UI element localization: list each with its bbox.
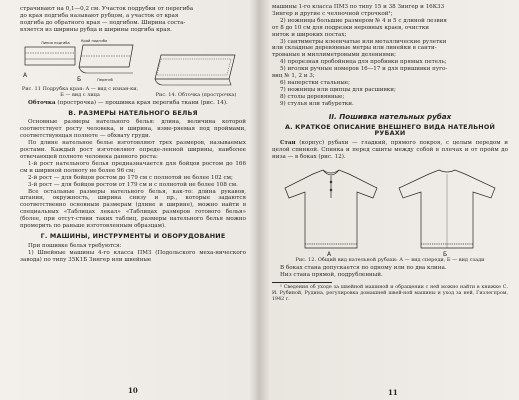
figure-11-caption: Рис. 11 Подрубка края: А — вид с изнан-ки, Б — вид с лица — [21, 85, 139, 98]
figure-14-caption: Рис. 14. Обточка (прострочка) — [155, 91, 237, 98]
right-page-content — [272, 4, 508, 303]
list-line: 9) стулья или табуретки. — [280, 100, 354, 107]
paragraph: В боках стана допускается по одному или по два клина. — [280, 265, 447, 272]
paragraph: При пошивке белья требуются: — [28, 242, 122, 249]
left-page-content — [20, 6, 246, 264]
label-line1: Край подгиба — [81, 38, 108, 43]
paragraph: 1-й рост нательного белья предназначается для бойцов ростом до 166 см и шириной полноту не более 96 см; — [20, 160, 246, 174]
list-line: Зингер и другие с челночной строчкой¹; — [272, 10, 393, 17]
list-line: 2) ножницы большие размером № 4 и 5 с длиной лезвия — [280, 17, 447, 24]
chapter-title: II. Пошивка нательных рубах — [328, 111, 452, 121]
shirt-illustration — [273, 164, 507, 256]
footnote-rule — [272, 282, 332, 283]
paragraph: По длине нательное белье изготовляют трех размеров, называемых ростами. Каждый рост изготовляют опреде-ленной ширины, наиболее отвечающей полноте человека данного роста: — [20, 140, 246, 160]
label-b: Б — [77, 75, 82, 83]
text-line: до края подгиба называют рубцом, а участок от края — [20, 12, 179, 19]
figure-12 — [272, 164, 508, 263]
paragraph: 3-й рост — для бойцов ростом от 179 см и с полнотой не более 108 см. — [28, 181, 238, 188]
figure-11 — [20, 37, 140, 100]
text-line: подгиба до обратного края — подгибом. Ширина соста- — [20, 19, 186, 26]
page-number: 10 — [128, 386, 138, 395]
figure-row — [20, 37, 246, 100]
text-line: страчивают на 0,1—0,2 см. Участок подрубки от перегиба — [20, 6, 194, 12]
list-line: 6) наперстки стальные; — [280, 79, 350, 86]
obtochka-illustration — [151, 49, 241, 91]
page-number: 11 — [388, 388, 398, 397]
label-line3: Перегиб — [97, 77, 113, 82]
list-line: от 8 до 10 см для подрезки неровных краев, очистки — [272, 24, 430, 31]
list-line: 5) иголки ручные номеров 16—17 и для пришивки пуго- — [280, 66, 448, 73]
list-line: виц № 1, 2 и 3; — [272, 73, 315, 80]
paragraph: Все остальные размеры нательного белья, как-то: длина рукавов, штанин, окружность, ширина снизу и пр., которые задаются соответственно основным размерам (длине и ширине), можно найти в специальных «Таблицах лекал» «Таблицах размеров готового белья» (более, при отсут-ствии таких таблиц, размеры нательного белья можно промерить по раньше изготовленным образцам). — [20, 188, 246, 230]
stan-term: Стан — [280, 140, 296, 147]
obtochka-text: (прострочка) — прошивка края перегиба ткани (рис. 14). — [55, 99, 228, 106]
label-b: Б — [443, 251, 448, 257]
text-line: вляется из ширины рубца и ширины подгиба края. — [20, 26, 172, 33]
figure-14 — [146, 49, 246, 100]
shirt-front — [285, 170, 377, 248]
stan-text: (корпус) рубахи — гладкий, прямого покроя, с целым передом и целой спинкой. Спинка и перед сшиты между собой в плечах и от пройм до низа — в боках (рис. 12). — [272, 140, 508, 161]
label-a: А — [23, 71, 28, 79]
list-line: 4) прорезная пробойница для пробивки прямых петель; — [280, 59, 447, 66]
right-page — [262, 0, 519, 400]
left-page — [0, 0, 256, 400]
paragraph: 1) Швейные машины 4-го класса ПМЗ (Подольского меха-нического завода) по типу 35К1Б Зингер или швейные — [20, 249, 246, 263]
list-line: 7) ножницы или щипцы для расшивки; — [280, 86, 396, 93]
list-line: 8) столы деревянные; — [280, 93, 345, 100]
paragraph: Низ стана прямой, подрубленный. — [280, 271, 383, 278]
shirt-back — [399, 170, 495, 248]
list-line: или складные деревянные метры или линейки в санти- — [272, 45, 437, 52]
footnote: ¹ Сведения об уходе за швейной машиной и обращении с ней можно найти в книжке С. И. Рубиной, Рудина, регулировка домашней швей-ной машины и уход за ней, Гизлегпром, 1942 г. — [272, 284, 508, 302]
list-line: трованые и миллиметровыми делениями; — [272, 52, 396, 59]
stan-paragraph — [272, 140, 508, 161]
section-v-title: В. РАЗМЕРЫ НАТЕЛЬНОГО БЕЛЬЯ — [68, 108, 198, 117]
hem-illustration — [21, 37, 139, 85]
section-a-title: А. КРАТКОЕ ОПИСАНИЕ ВНЕШНЕГО ВИДА НАТЕЛЬНОЙ РУБАХИ — [284, 122, 496, 138]
list-line: ниток и широких постах; — [272, 31, 347, 38]
list-line: машины 1-го класса ПМЗ по типу 15 и 38 Зингер и 16К33 — [272, 4, 445, 10]
list-line: 3) сантиметры клеенчатые или металлические рулетки — [280, 38, 447, 45]
paragraph: 2-й рост — для бойцов ростом до 179 см с полнотой не более 102 см; — [28, 174, 233, 181]
label-a: А — [327, 251, 332, 257]
paragraph: Основные размеры нательного белья: длина, величина которой соответствует росту человека, и ширина, изме-ряемая под проймами, соответствующая полноте — обхвату груди. — [20, 119, 246, 140]
label-line2: Линия подгиба — [41, 40, 70, 45]
obtochka-term: Обточка — [28, 99, 56, 106]
section-g-title: Г. МАШИНЫ, ИНСТРУМЕНТЫ И ОБОРУДОВАНИЕ — [40, 231, 226, 240]
obtochka-paragraph — [20, 100, 246, 107]
figure-12-caption: Рис. 12. Общий вид нательной рубахи: А — вид спереди, Б — вид сзади — [295, 257, 485, 264]
